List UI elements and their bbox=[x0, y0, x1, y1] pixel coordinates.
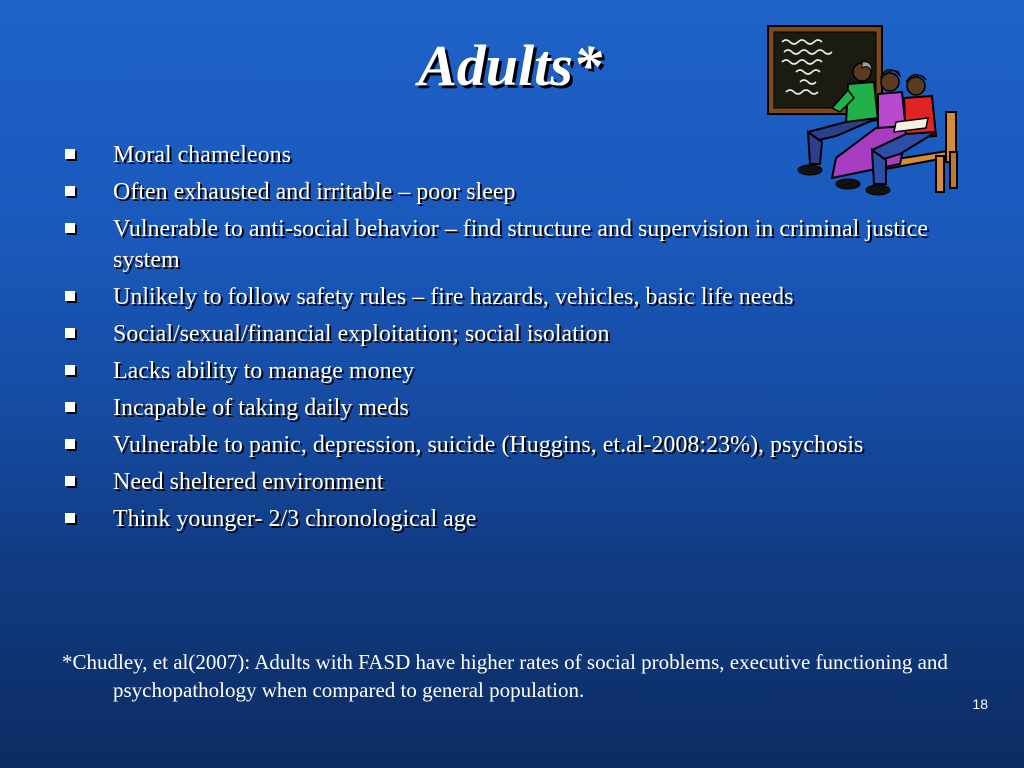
square-bullet-icon bbox=[65, 402, 75, 412]
square-bullet-icon bbox=[65, 186, 75, 196]
list-item bbox=[62, 282, 942, 313]
square-bullet-icon bbox=[65, 223, 75, 233]
bullet-text: Vulnerable to anti-social behavior – find structure and supervision in criminal justice system bbox=[113, 216, 928, 273]
bullet-text: Vulnerable to panic, depression, suicide (Huggins, et.al-2008:23%), psychosis bbox=[113, 432, 864, 458]
list-item bbox=[62, 214, 942, 276]
list-item bbox=[62, 319, 942, 350]
bullet-list bbox=[62, 140, 942, 541]
bullet-text: Moral chameleons bbox=[113, 142, 291, 168]
list-item bbox=[62, 393, 942, 424]
square-bullet-icon bbox=[65, 149, 75, 159]
footnote: *Chudley, et al(2007): Adults with FASD have higher rates of social problems, executive functioning and psychopathology when compared to general population. bbox=[62, 650, 948, 702]
square-bullet-icon bbox=[65, 365, 75, 375]
bullet-text: Social/sexual/financial exploitation; social isolation bbox=[113, 321, 610, 347]
list-item bbox=[62, 140, 942, 171]
square-bullet-icon bbox=[65, 291, 75, 301]
bullet-text: Think younger- 2/3 chronological age bbox=[113, 506, 477, 532]
list-item bbox=[62, 177, 942, 208]
list-item bbox=[62, 504, 942, 535]
bullet-text: Lacks ability to manage money bbox=[113, 358, 415, 384]
bullet-text: Incapable of taking daily meds bbox=[113, 395, 409, 421]
list-item bbox=[62, 430, 942, 461]
square-bullet-icon bbox=[65, 328, 75, 338]
list-item bbox=[62, 467, 942, 498]
square-bullet-icon bbox=[65, 476, 75, 486]
square-bullet-icon bbox=[65, 439, 75, 449]
list-item bbox=[62, 356, 942, 387]
bullet-text: Need sheltered environment bbox=[113, 469, 384, 495]
slide-title: Adults* bbox=[418, 33, 602, 98]
square-bullet-icon bbox=[65, 513, 75, 523]
bullet-text: Unlikely to follow safety rules – fire hazards, vehicles, basic life needs bbox=[113, 284, 794, 310]
page-number: 18 bbox=[972, 696, 988, 712]
bullet-text: Often exhausted and irritable – poor sleep bbox=[113, 179, 516, 205]
